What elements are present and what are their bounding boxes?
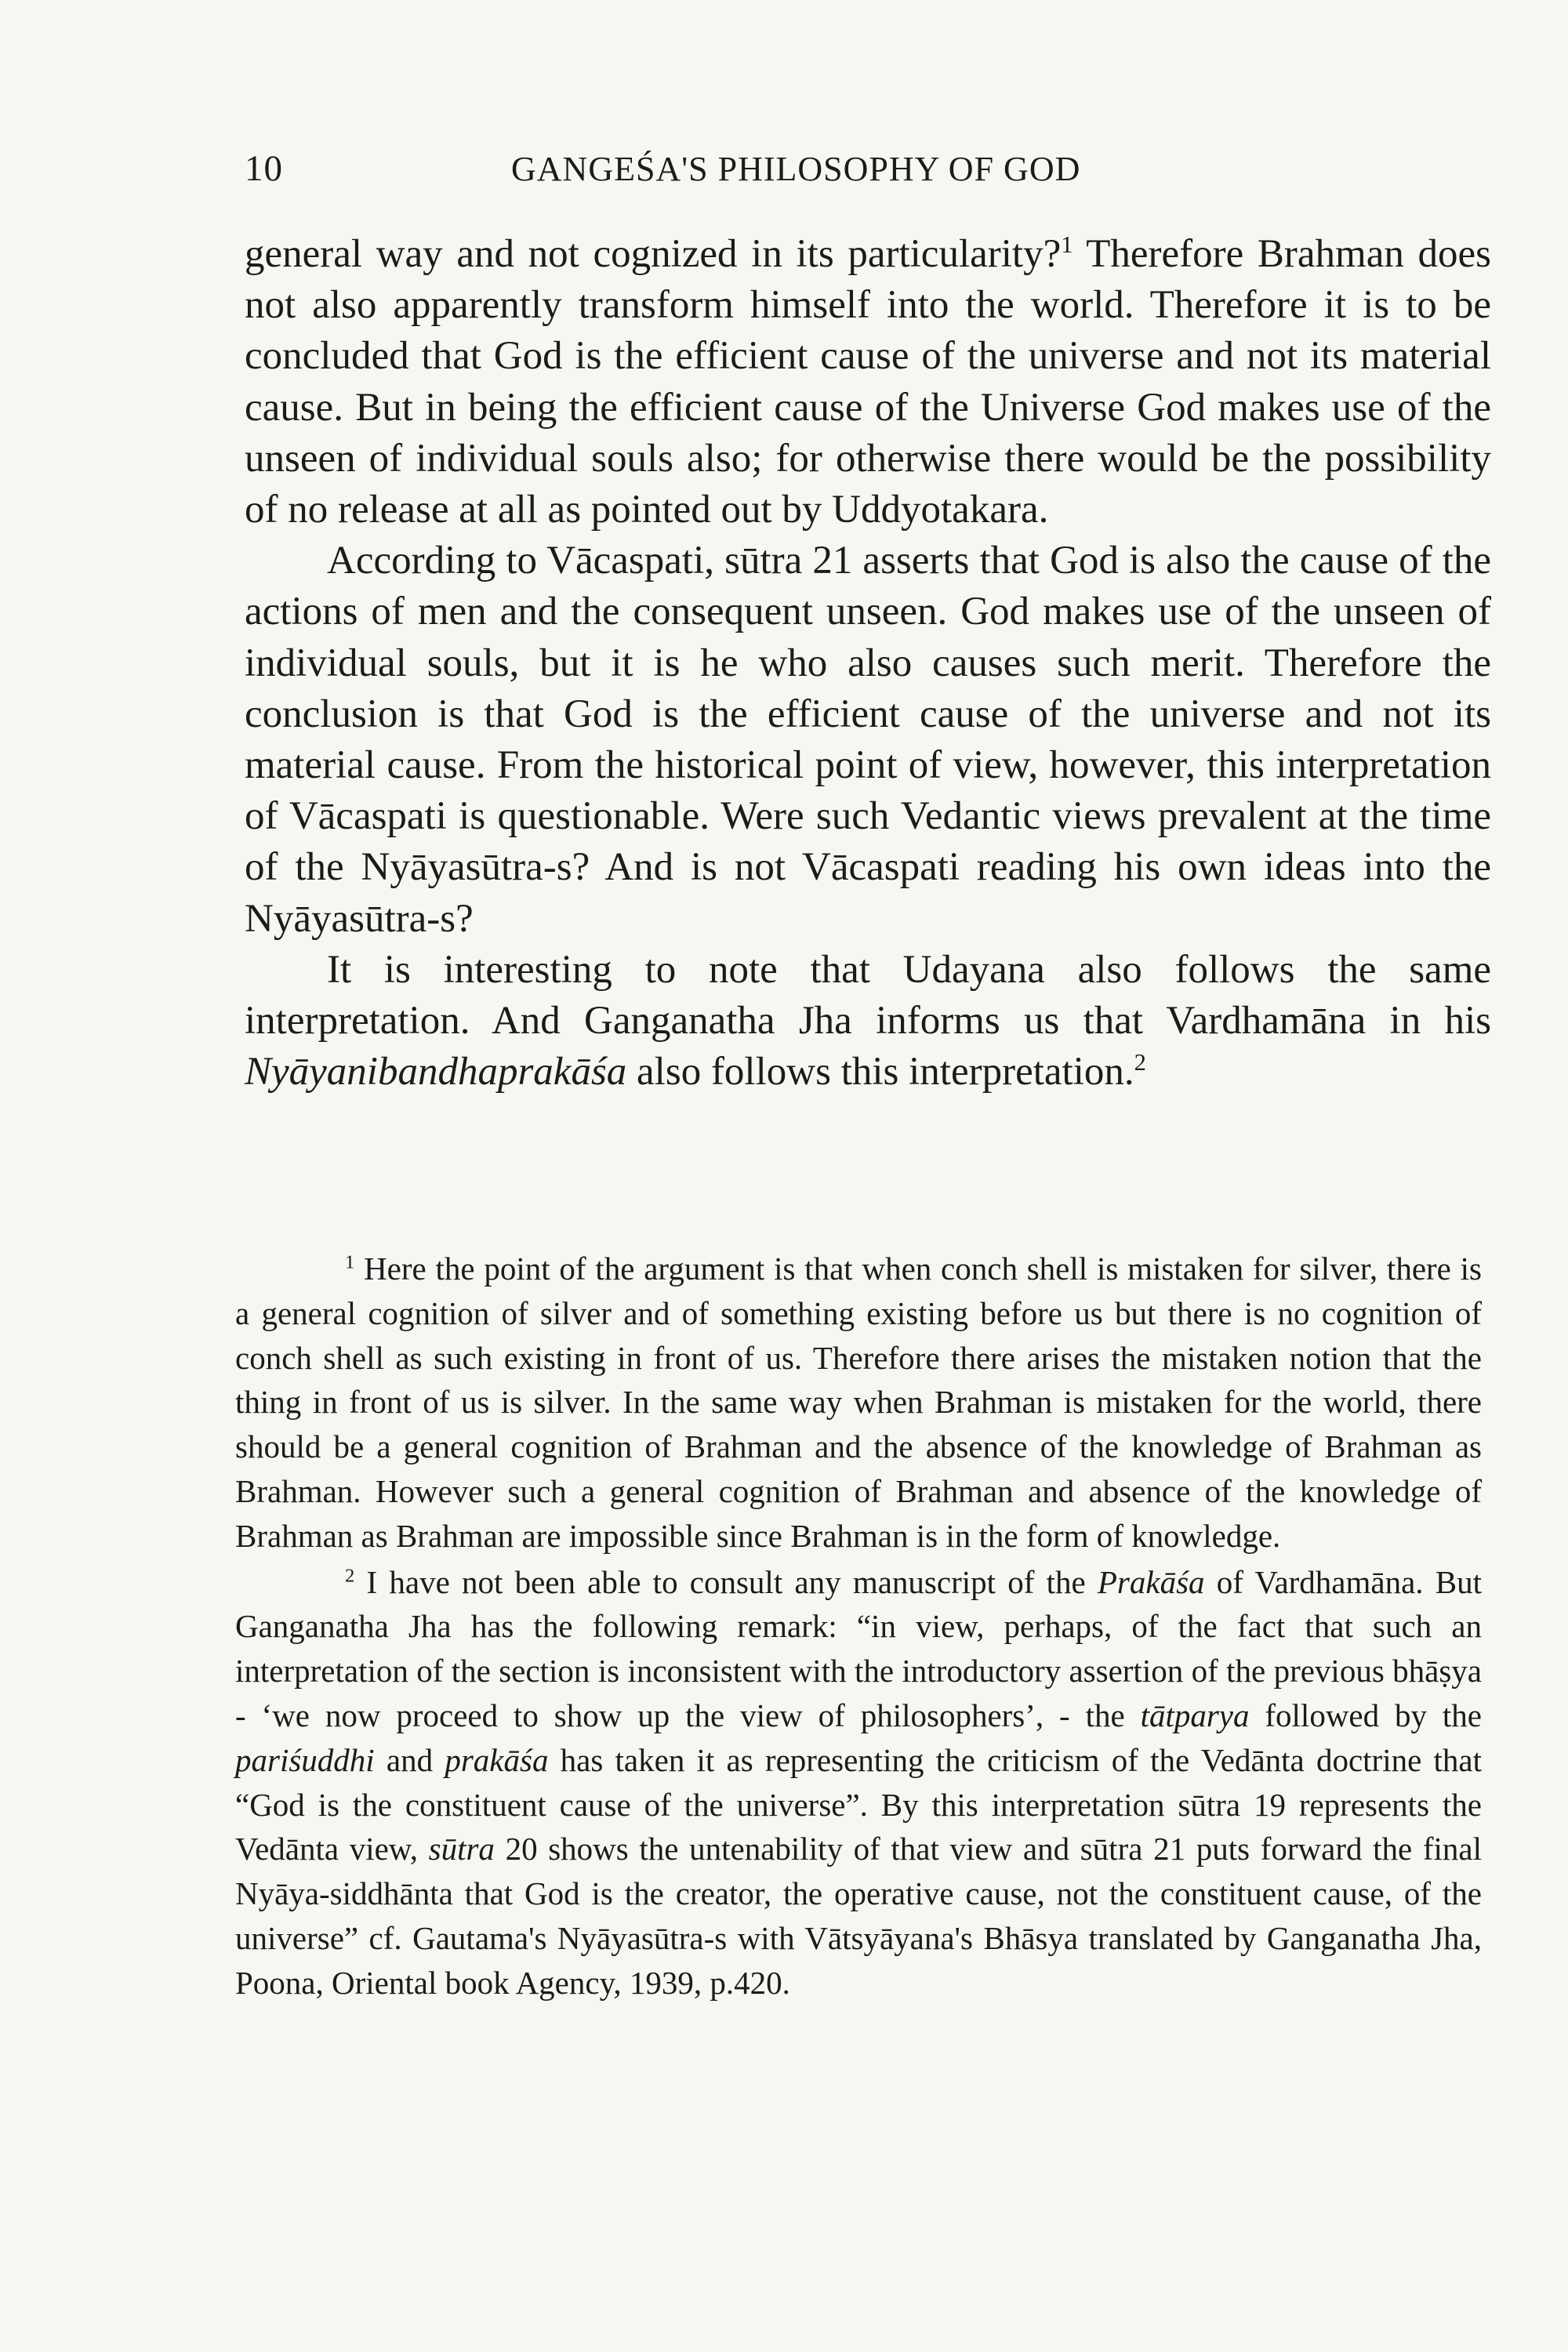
paragraph-2: According to Vācaspati, sūtra 21 asserts that God is also the cause of the actions of men and the consequent unseen. God makes use of the unseen of individual souls, but it is he who also causes such merit. Therefore the conclusion is that God is the efficient cause of the universe and not its material cause. From the historical point of view, however, this interpretation of Vācaspati is questionable. Were such Vedantic views prevalent at the time of the Nyāyasūtra-s? And is not Vācaspati reading his own ideas into the Nyāyasūtra-s? [245,539,1491,941]
page-number: 10 [245,148,283,189]
footnote-1 [235,1247,1482,1559]
footnote-2-mark: 2 [345,1564,355,1586]
footnote-1-text: Here the point of the argument is that when conch shell is mistaken for silver, there is a general cognition of silver and of something existing before us but there is no cognition of conch shell as such existing in front of us. Therefore there arises the mistaken notion that the thing in front of us is silver. In the same way when Brahman is mistaken for the world, there should be a general cognition of Brahman and the absence of the knowledge of Brahman as Brahman. However such a general cognition of Brahman and absence of the knowledge of Brahman as Brahman are impossible since Brahman is in the form of knowledge. [235,1250,1482,1554]
footnotes [235,1247,1482,2005]
footnote-ref-1: 1 [1061,231,1073,258]
footnote-2-text-d: and [374,1741,445,1778]
footnote-2-italic-prakasa: Prakāśa [1097,1563,1205,1600]
paragraph-1-text: general way and not cognized in its particularity? [245,232,1062,276]
footnote-2-italic-parisuddhi: pariśuddhi [235,1741,375,1778]
footnote-2-text-e: has taken it as representing the criticism of the Vedānta doctrine that “God is the constituent cause of the universe”. By this interpretation sūtra 19 represents the Vedānta view, [235,1741,1482,1867]
work-title: Nyāyanibandhaprakāśa [245,1050,627,1094]
footnote-2-text-f: 20 shows the untenability of that view and sūtra 21 puts forward the final Nyāya-siddhānta that God is the creator, the operative cause, not the constituent cause, of the universe” cf. Gautama's Nyāyasūtra-s with Vātsyāyana's Bhāsya translated by Ganganatha Jha, Poona, Oriental book Agency, 1939, p.420. [235,1831,1482,2001]
paragraph-3-text: It is interesting to note that Udayana also follows the same interpretation. And Ganganatha Jha informs us that Vardhamāna in his [245,947,1491,1044]
footnote-2-italic-tatparya: tātparya [1140,1697,1250,1733]
footnote-2-text-a: I have not been able to consult any manuscript of the [354,1563,1098,1600]
footnote-2-text-b: of Vardhamāna. But Ganganatha Jha has the following remark: “in view, perhaps, of the fact that such an interpretation of the section is inconsistent with the introductory assertion of the previous bhāṣya - ‘we now proceed to show up the view of philosophers’, - the [235,1563,1482,1733]
footnote-ref-2: 2 [1134,1049,1146,1076]
footnote-2-italic-sutra: sūtra [428,1831,495,1867]
main-text [245,229,1491,1098]
footnote-2 [235,1560,1482,2005]
page-header [245,147,1499,202]
running-title: GANGEŚA'S PHILOSOPHY OF GOD [511,150,1081,188]
footnote-1-mark: 1 [345,1251,355,1273]
paragraph-1 [245,229,1491,535]
paragraph-1-text-cont: Therefore Brahman does not also apparently transform himself into the world. Therefore it is to be concluded that God is the efficient cause of the universe and not its material cause. But in being the efficient cause of the Universe God makes use of the unseen of individual souls also; for otherwise there would be the possibility of no release at all as pointed out by Uddyotakara. [245,232,1491,532]
footnote-2-text-c: followed by the [1249,1697,1482,1733]
footnote-2-italic-prakasa-2: prakāśa [445,1741,549,1778]
paragraph-3-text-cont: also follows this interpretation. [626,1050,1134,1094]
paragraph-3 [245,945,1491,1098]
